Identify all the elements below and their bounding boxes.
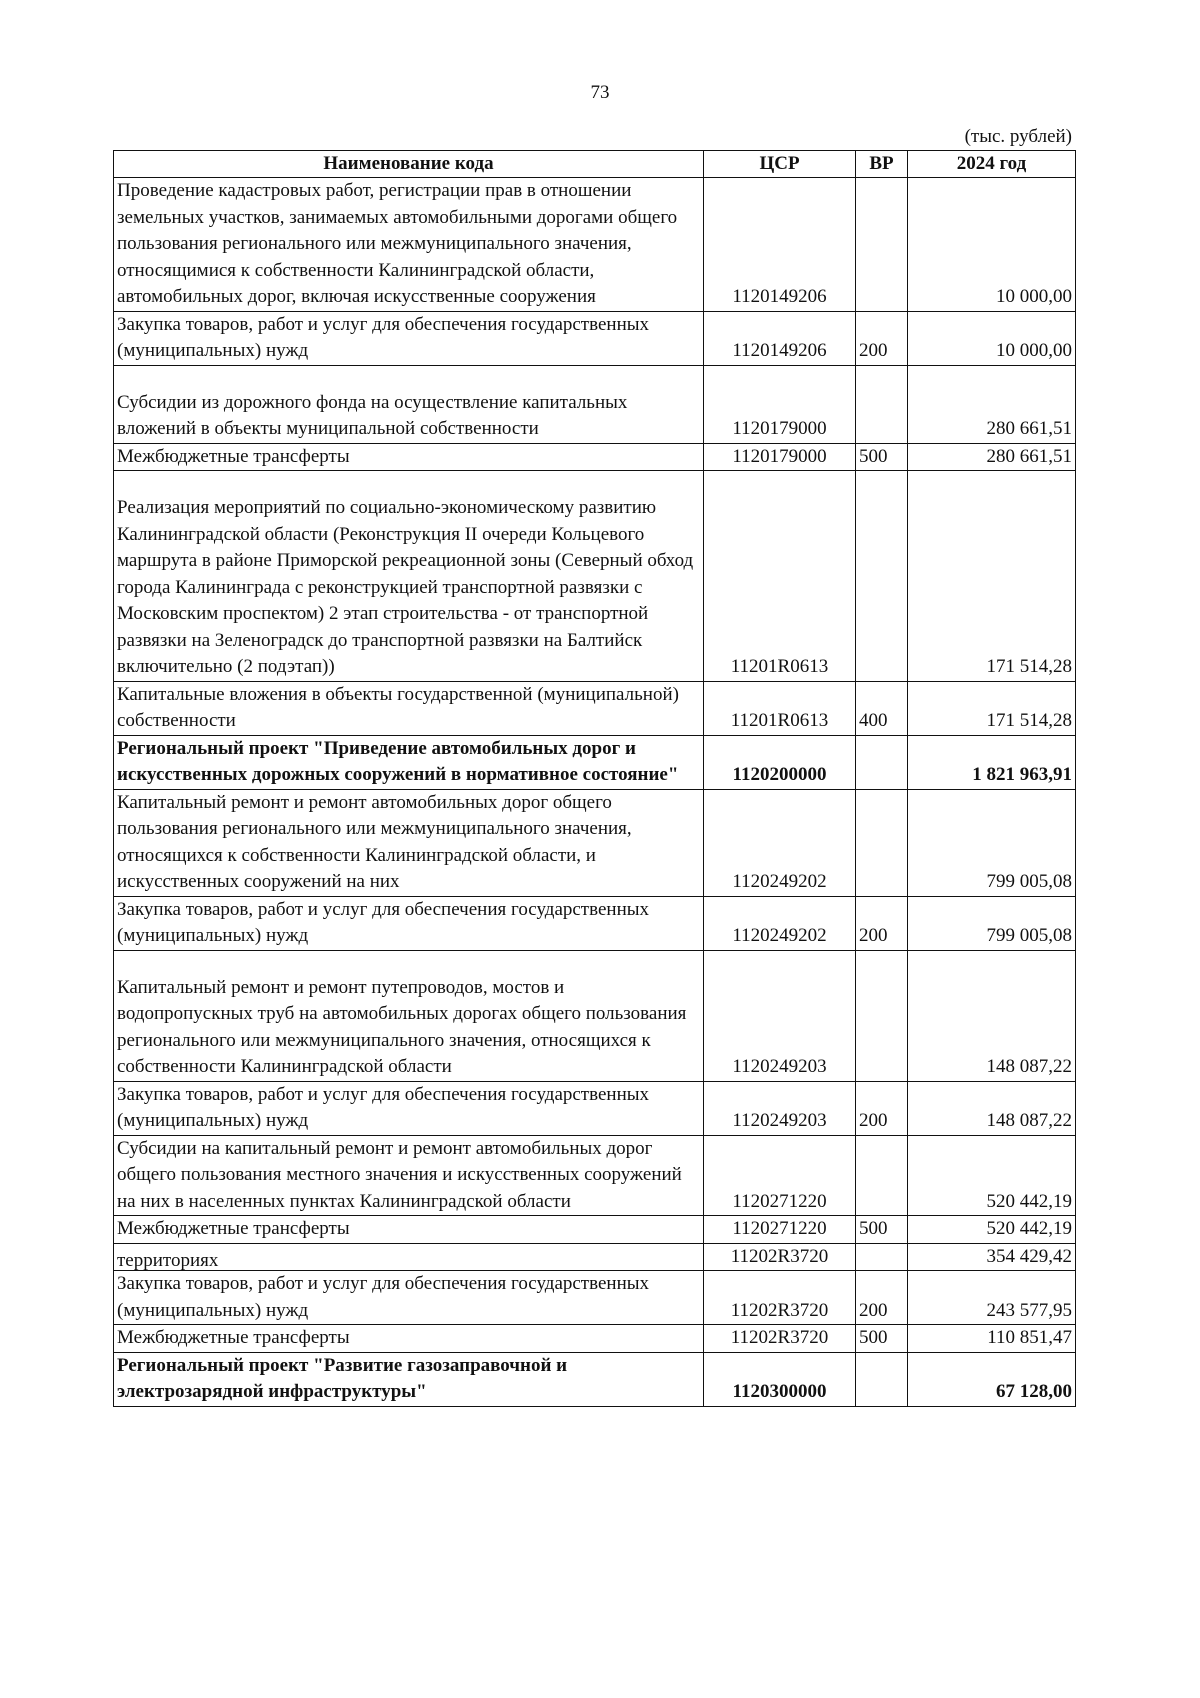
table-row-regional-project [114, 735, 1076, 789]
row-csr: 11202R3720 [704, 1325, 856, 1353]
row-csr: 1120149206 [704, 178, 856, 312]
row-amount: 520 442,19 [908, 1216, 1076, 1244]
row-vr [856, 1243, 908, 1271]
header-name: Наименование кода [114, 151, 704, 178]
row-name: Региональный проект "Приведение автомобильных дорог и искусственных дорожных сооружений в нормативное состояние" [114, 735, 704, 789]
row-vr [856, 950, 908, 1081]
table-row [114, 681, 1076, 735]
table-header-row [114, 151, 1076, 178]
row-vr: 500 [856, 1216, 908, 1244]
row-name: Субсидии на капитальный ремонт и ремонт автомобильных дорог общего пользования местного значения и искусственных сооружений на них в населенных пунктах Калининградской области [114, 1135, 704, 1216]
table-row [114, 1325, 1076, 1353]
row-amount: 148 087,22 [908, 950, 1076, 1081]
row-amount: 67 128,00 [908, 1352, 1076, 1406]
row-amount: 799 005,08 [908, 896, 1076, 950]
row-vr: 500 [856, 1325, 908, 1353]
table-row [114, 1135, 1076, 1216]
row-vr: 200 [856, 1081, 908, 1135]
page-number: 73 [590, 82, 610, 103]
row-amount: 10 000,00 [908, 311, 1076, 365]
row-vr [856, 1135, 908, 1216]
row-csr: 11201R0613 [704, 471, 856, 682]
row-amount: 110 851,47 [908, 1325, 1076, 1353]
row-csr: 11202R3720 [704, 1271, 856, 1325]
row-name: Закупка товаров, работ и услуг для обеспечения государственных (муниципальных) нужд [114, 311, 704, 365]
row-amount: 1 821 963,91 [908, 735, 1076, 789]
row-csr: 11202R3720 [704, 1243, 856, 1271]
header-vr: ВР [856, 151, 908, 178]
row-vr: 200 [856, 1271, 908, 1325]
table-row [114, 311, 1076, 365]
row-name: Закупка товаров, работ и услуг для обеспечения государственных (муниципальных) нужд [114, 1271, 704, 1325]
table-row [114, 471, 1076, 682]
row-amount: 10 000,00 [908, 178, 1076, 312]
row-csr: 1120200000 [704, 735, 856, 789]
header-csr: ЦСР [704, 151, 856, 178]
row-name-text: территориях [117, 1250, 219, 1270]
row-name [114, 1243, 704, 1271]
row-amount: 171 514,28 [908, 471, 1076, 682]
row-amount: 243 577,95 [908, 1271, 1076, 1325]
row-name: Капитальные вложения в объекты государственной (муниципальной) собственности [114, 681, 704, 735]
row-csr: 1120249202 [704, 789, 856, 896]
row-vr: 400 [856, 681, 908, 735]
row-name: Закупка товаров, работ и услуг для обеспечения государственных (муниципальных) нужд [114, 896, 704, 950]
row-name: Капитальный ремонт и ремонт путепроводов, мостов и водопропускных труб на автомобильных дорогах общего пользования регионального или межмуниципального значения, относящихся к собственности Калининградской области [114, 950, 704, 1081]
row-csr: 1120179000 [704, 365, 856, 443]
row-csr: 1120149206 [704, 311, 856, 365]
row-name: Межбюджетные трансферты [114, 1216, 704, 1244]
row-amount: 280 661,51 [908, 443, 1076, 471]
row-csr: 1120249203 [704, 1081, 856, 1135]
table-row [114, 365, 1076, 443]
row-csr: 11201R0613 [704, 681, 856, 735]
row-amount: 280 661,51 [908, 365, 1076, 443]
row-csr: 1120249202 [704, 896, 856, 950]
table-row [114, 1216, 1076, 1244]
table-row [114, 443, 1076, 471]
row-vr: 500 [856, 443, 908, 471]
header-year: 2024 год [908, 151, 1076, 178]
row-name: Субсидии из дорожного фонда на осуществление капитальных вложений в объекты муниципальной собственности [114, 365, 704, 443]
row-vr: 200 [856, 311, 908, 365]
table-row [114, 950, 1076, 1081]
budget-table [113, 150, 1076, 1407]
row-name: Капитальный ремонт и ремонт автомобильных дорог общего пользования регионального или межмуниципального значения, относящихся к собственности Калининградской области, и искусственных сооружений на них [114, 789, 704, 896]
row-csr: 1120300000 [704, 1352, 856, 1406]
table-row [114, 1271, 1076, 1325]
row-csr: 1120179000 [704, 443, 856, 471]
row-amount: 148 087,22 [908, 1081, 1076, 1135]
row-csr: 1120271220 [704, 1135, 856, 1216]
row-vr [856, 178, 908, 312]
row-name: Межбюджетные трансферты [114, 443, 704, 471]
row-csr: 1120271220 [704, 1216, 856, 1244]
table-row [114, 1081, 1076, 1135]
row-name: Региональный проект "Развитие газозаправочной и электрозарядной инфраструктуры" [114, 1352, 704, 1406]
row-amount: 171 514,28 [908, 681, 1076, 735]
row-vr [856, 789, 908, 896]
row-vr [856, 1352, 908, 1406]
row-vr [856, 471, 908, 682]
table-row-clipped [114, 1243, 1076, 1271]
row-amount: 799 005,08 [908, 789, 1076, 896]
units-note: (тыс. рублей) [964, 126, 1072, 147]
table-row [114, 896, 1076, 950]
row-csr: 1120249203 [704, 950, 856, 1081]
row-amount: 354 429,42 [908, 1243, 1076, 1271]
table-row-regional-project [114, 1352, 1076, 1406]
table-row [114, 789, 1076, 896]
row-vr [856, 735, 908, 789]
row-vr: 200 [856, 896, 908, 950]
table-row [114, 178, 1076, 312]
row-name: Реализация мероприятий по социально-экономическому развитию Калининградской области (Реконструкция II очереди Кольцевого маршрута в районе Приморской рекреационной зоны (Северный обход города Калининграда с реконструкцией транспортной развязки с Московским проспектом) 2 этап строительства - от транспортной развязки на Зеленоградск до транспортной развязки на Балтийск включительно (2 подэтап)) [114, 471, 704, 682]
row-vr [856, 365, 908, 443]
row-name: Закупка товаров, работ и услуг для обеспечения государственных (муниципальных) нужд [114, 1081, 704, 1135]
row-name: Межбюджетные трансферты [114, 1325, 704, 1353]
row-name: Проведение кадастровых работ, регистрации прав в отношении земельных участков, занимаемых автомобильными дорогами общего пользования регионального или межмуниципального значения, относящимися к собственности Калининградской области, автомобильных дорог, включая искусственные сооружения [114, 178, 704, 312]
row-amount: 520 442,19 [908, 1135, 1076, 1216]
